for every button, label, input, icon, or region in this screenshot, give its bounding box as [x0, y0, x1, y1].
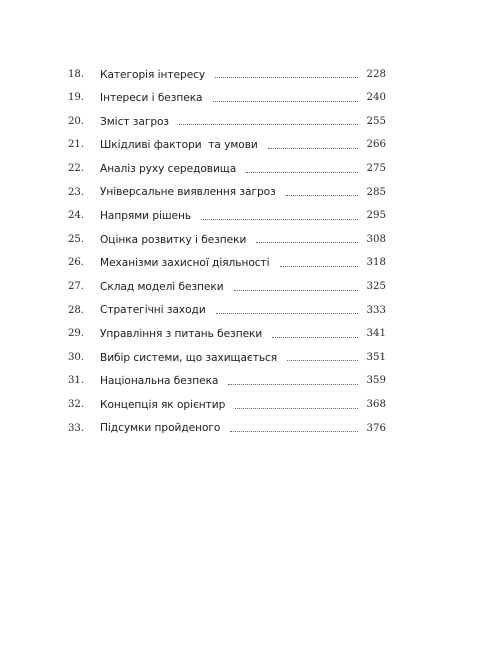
table-of-contents — [68, 63, 386, 441]
toc-dot-leader — [268, 148, 358, 149]
toc-entry-page: 266 — [366, 139, 386, 151]
toc-entry-number: 28. — [68, 304, 84, 316]
toc-dot-leader — [230, 431, 358, 432]
toc-dot-leader — [287, 360, 358, 361]
toc-entry-page: 295 — [366, 210, 386, 222]
toc-entry — [68, 346, 386, 370]
toc-entry-page: 368 — [366, 399, 386, 410]
toc-dot-leader — [228, 384, 358, 385]
toc-entry-title: Категорія інтересу — [100, 68, 206, 81]
toc-entry-page: 359 — [366, 375, 386, 387]
toc-entry-title: Шкідливі фактори та умови — [100, 139, 258, 152]
toc-entry-title: Оцінка розвитку і безпеки — [100, 233, 247, 246]
toc-entry-page: 228 — [366, 68, 386, 80]
toc-entry-number: 22. — [68, 163, 84, 175]
toc-entry-title: Підсумки пройденого — [100, 422, 221, 435]
toc-entry-title: Управління з питань безпеки — [100, 328, 263, 341]
toc-entry-page: 255 — [366, 115, 386, 127]
toc-entry — [68, 87, 386, 111]
toc-entry — [68, 275, 386, 299]
toc-entry-number: 30. — [68, 351, 84, 363]
toc-dot-leader — [272, 337, 358, 338]
toc-entry-page: 351 — [366, 351, 386, 363]
toc-entry-number: 32. — [68, 399, 84, 410]
toc-entry — [68, 157, 386, 181]
toc-entry — [68, 134, 386, 158]
toc-entry — [68, 417, 386, 441]
toc-entry — [68, 299, 386, 323]
toc-entry-number: 26. — [68, 257, 84, 269]
toc-entry — [68, 181, 386, 205]
toc-entry-number: 31. — [68, 375, 84, 387]
toc-dot-leader — [246, 172, 358, 173]
toc-dot-leader — [235, 408, 358, 409]
toc-dot-leader — [286, 195, 358, 196]
toc-dot-leader — [201, 219, 358, 220]
toc-entry-number: 23. — [68, 186, 84, 198]
toc-entry-number: 29. — [68, 328, 84, 340]
toc-entry — [68, 252, 386, 276]
toc-dot-leader — [179, 124, 358, 125]
toc-entry-page: 325 — [366, 281, 386, 293]
toc-entry-number: 20. — [68, 115, 84, 127]
toc-entry-title: Інтереси і безпека — [100, 92, 203, 105]
toc-entry-page: 240 — [366, 92, 386, 104]
toc-entry — [68, 63, 386, 87]
toc-entry-number: 19. — [68, 92, 84, 104]
toc-entry-page: 308 — [366, 233, 386, 245]
toc-entry-page: 275 — [366, 163, 386, 175]
toc-entry-title: Аналіз руху середовища — [100, 162, 237, 175]
toc-dot-leader — [256, 242, 358, 243]
toc-dot-leader — [234, 290, 358, 291]
toc-entry-title: Вибір системи, що захищається — [100, 351, 278, 364]
toc-entry-page: 285 — [366, 186, 386, 198]
toc-entry-title: Національна безпека — [100, 375, 219, 388]
toc-entry-title: Склад моделі безпеки — [100, 280, 224, 293]
toc-entry-page: 376 — [366, 422, 386, 434]
toc-entry-title: Напрями рішень — [100, 210, 192, 223]
toc-entry — [68, 205, 386, 229]
toc-entry — [68, 323, 386, 347]
toc-entry-number: 21. — [68, 139, 84, 151]
toc-entry-number: 27. — [68, 281, 84, 293]
toc-entry — [68, 370, 386, 394]
toc-entry-title: Стратегічні заходи — [100, 304, 206, 317]
toc-entry-page: 333 — [366, 304, 386, 316]
toc-dot-leader — [215, 77, 358, 78]
toc-entry — [68, 228, 386, 252]
toc-entry-number: 18. — [68, 68, 84, 80]
toc-entry-number: 25. — [68, 233, 84, 245]
toc-entry-title: Механізми захисної діяльності — [100, 257, 270, 270]
toc-dot-leader — [280, 266, 358, 267]
toc-entry-title: Зміст загроз — [100, 115, 170, 128]
toc-dot-leader — [213, 101, 359, 102]
toc-entry-number: 24. — [68, 210, 84, 222]
toc-entry-title: Універсальне виявлення загроз — [100, 186, 276, 199]
toc-entry — [68, 110, 386, 134]
toc-entry-title: Концепція як орієнтир — [100, 398, 226, 411]
toc-entry-page: 318 — [366, 257, 386, 269]
toc-dot-leader — [216, 313, 358, 314]
toc-entry — [68, 393, 386, 417]
toc-entry-number: 33. — [68, 422, 84, 434]
toc-entry-page: 341 — [366, 328, 386, 340]
